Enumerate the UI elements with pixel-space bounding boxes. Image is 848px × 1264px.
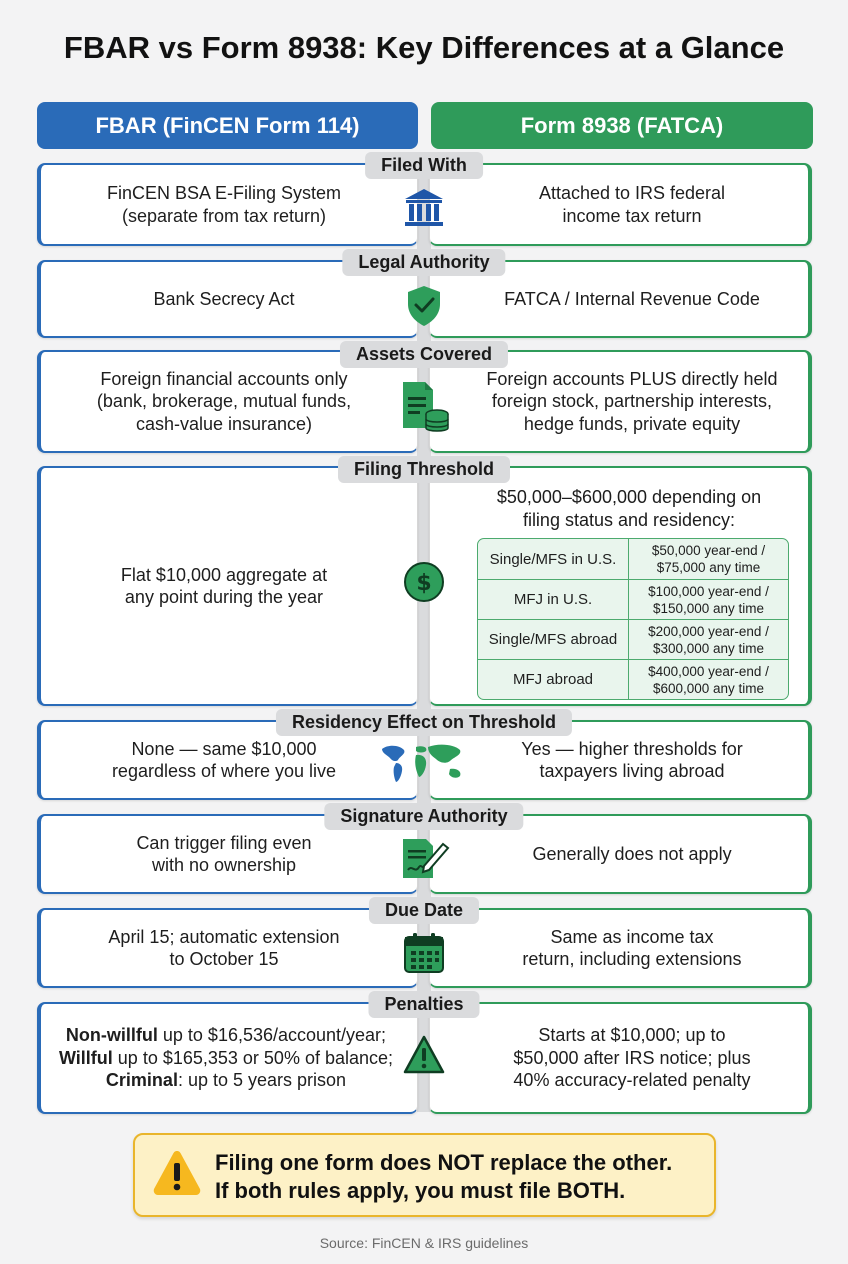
row-label-signature-authority: Signature Authority (324, 803, 523, 830)
bank-building-icon (402, 186, 446, 235)
legal-authority-fbar-text: Bank Secrecy Act (153, 288, 295, 309)
due-date-fbar-cell (37, 908, 418, 988)
signature-authority-fbar-text: Can trigger filing even with no ownership (136, 832, 312, 875)
table-row (478, 539, 788, 579)
warning-callout (133, 1133, 716, 1217)
row-label-penalties: Penalties (368, 991, 479, 1018)
shield-check-icon (404, 284, 444, 333)
assets-covered-fbar-text: Foreign financial accounts only (bank, brokerage, mutual funds, cash-value insurance) (96, 368, 352, 434)
world-map-icon (378, 741, 470, 790)
due-date-fbar-text: April 15; automatic extension to October 15 (108, 926, 340, 969)
threshold-amount (629, 579, 788, 619)
row-label-legal-authority: Legal Authority (342, 249, 505, 276)
signature-authority-form8938-text: Generally does not apply (532, 843, 732, 864)
filing-threshold-form8938-text: $50,000–$600,000 depending on filing status and residency: (496, 487, 762, 530)
row-label-due-date: Due Date (369, 897, 479, 924)
warning-text (215, 1149, 672, 1205)
warning-icon (151, 1147, 203, 1204)
warning-line-2: If both rules apply, you must file BOTH. (215, 1178, 626, 1203)
threshold-year-end: $200,000 year-end / (648, 623, 769, 639)
due-date-form8938-cell (429, 908, 812, 988)
table-row (478, 579, 788, 619)
due-date-form8938-text: Same as income tax return, including extensions (522, 926, 742, 969)
row-label-residency-effect: Residency Effect on Threshold (276, 709, 572, 736)
calendar-icon (402, 931, 446, 980)
filed-with-fbar-text: FinCEN BSA E-Filing System (separate from tax return) (106, 183, 342, 226)
penalty-willful-amount: up to $165,353 or 50% of balance; (112, 1047, 394, 1068)
filed-with-fbar-cell (37, 163, 418, 246)
filing-threshold-fbar-cell (37, 466, 418, 706)
penalties-fbar-text (53, 1024, 405, 1092)
penalty-criminal-amount: : up to 5 years prison (177, 1070, 347, 1091)
residency-form8938-text: Yes — higher thresholds for taxpayers living abroad (521, 738, 743, 781)
threshold-any-time: $300,000 any time (652, 640, 765, 656)
dollar-circle-icon (402, 560, 446, 609)
threshold-any-time: $150,000 any time (652, 600, 765, 616)
penalty-willful-label: Willful (58, 1047, 113, 1068)
penalty-nonwillful-amount: up to $16,536/account/year; (157, 1025, 387, 1046)
warning-line-1: Filing one form does NOT replace the other. (215, 1150, 673, 1175)
penalties-form8938-text: Starts at $10,000; up to $50,000 after IRS notice; plus 40% accuracy-related penalty (513, 1025, 751, 1091)
svg-text:$: $ (416, 571, 432, 596)
document-coins-icon (399, 380, 451, 439)
table-row (478, 619, 788, 659)
row-label-filed-with: Filed With (365, 152, 483, 179)
filing-threshold-fbar-text: Flat $10,000 aggregate at any point during the year (120, 564, 328, 607)
penalties-fbar-cell (37, 1002, 418, 1114)
threshold-table (477, 538, 789, 700)
assets-covered-form8938-text: Foreign accounts PLUS directly held foreign stock, partnership interests, hedge funds, private equity (486, 368, 778, 434)
fbar-column-header: FBAR (FinCEN Form 114) (37, 102, 418, 149)
threshold-amount (629, 619, 788, 659)
threshold-any-time: $600,000 any time (652, 680, 765, 696)
source-note: Source: FinCEN & IRS guidelines (319, 1235, 529, 1251)
threshold-status: MFJ in U.S. (478, 579, 629, 619)
threshold-any-time: $75,000 any time (656, 560, 761, 575)
threshold-status: Single/MFS in U.S. (478, 539, 629, 579)
warning-triangle-icon (402, 1034, 446, 1081)
penalties-form8938-cell (429, 1002, 812, 1114)
table-row (478, 659, 788, 699)
form8938-column-header: Form 8938 (FATCA) (431, 102, 813, 149)
legal-authority-form8938-text: FATCA / Internal Revenue Code (504, 288, 760, 309)
threshold-detail (429, 466, 812, 706)
threshold-amount (629, 659, 788, 699)
filed-with-form8938-cell (429, 163, 812, 246)
threshold-status: Single/MFS abroad (478, 619, 629, 659)
page-title: FBAR vs Form 8938: Key Differences at a Glance (63, 30, 785, 65)
document-pen-icon (400, 836, 450, 885)
threshold-year-end: $400,000 year-end / (648, 663, 769, 679)
threshold-year-end: $100,000 year-end / (648, 583, 769, 599)
filed-with-form8938-text: Attached to IRS federal income tax return (538, 183, 726, 226)
row-label-filing-threshold: Filing Threshold (338, 456, 510, 483)
threshold-amount (629, 539, 788, 579)
penalty-nonwillful-label: Non-willful (65, 1025, 158, 1046)
penalty-criminal-label: Criminal (105, 1070, 178, 1091)
threshold-status: MFJ abroad (478, 659, 629, 699)
residency-fbar-text: None — same $10,000 regardless of where you live (111, 738, 337, 781)
threshold-year-end: $50,000 year-end / (651, 543, 766, 558)
row-label-assets-covered: Assets Covered (340, 341, 508, 368)
